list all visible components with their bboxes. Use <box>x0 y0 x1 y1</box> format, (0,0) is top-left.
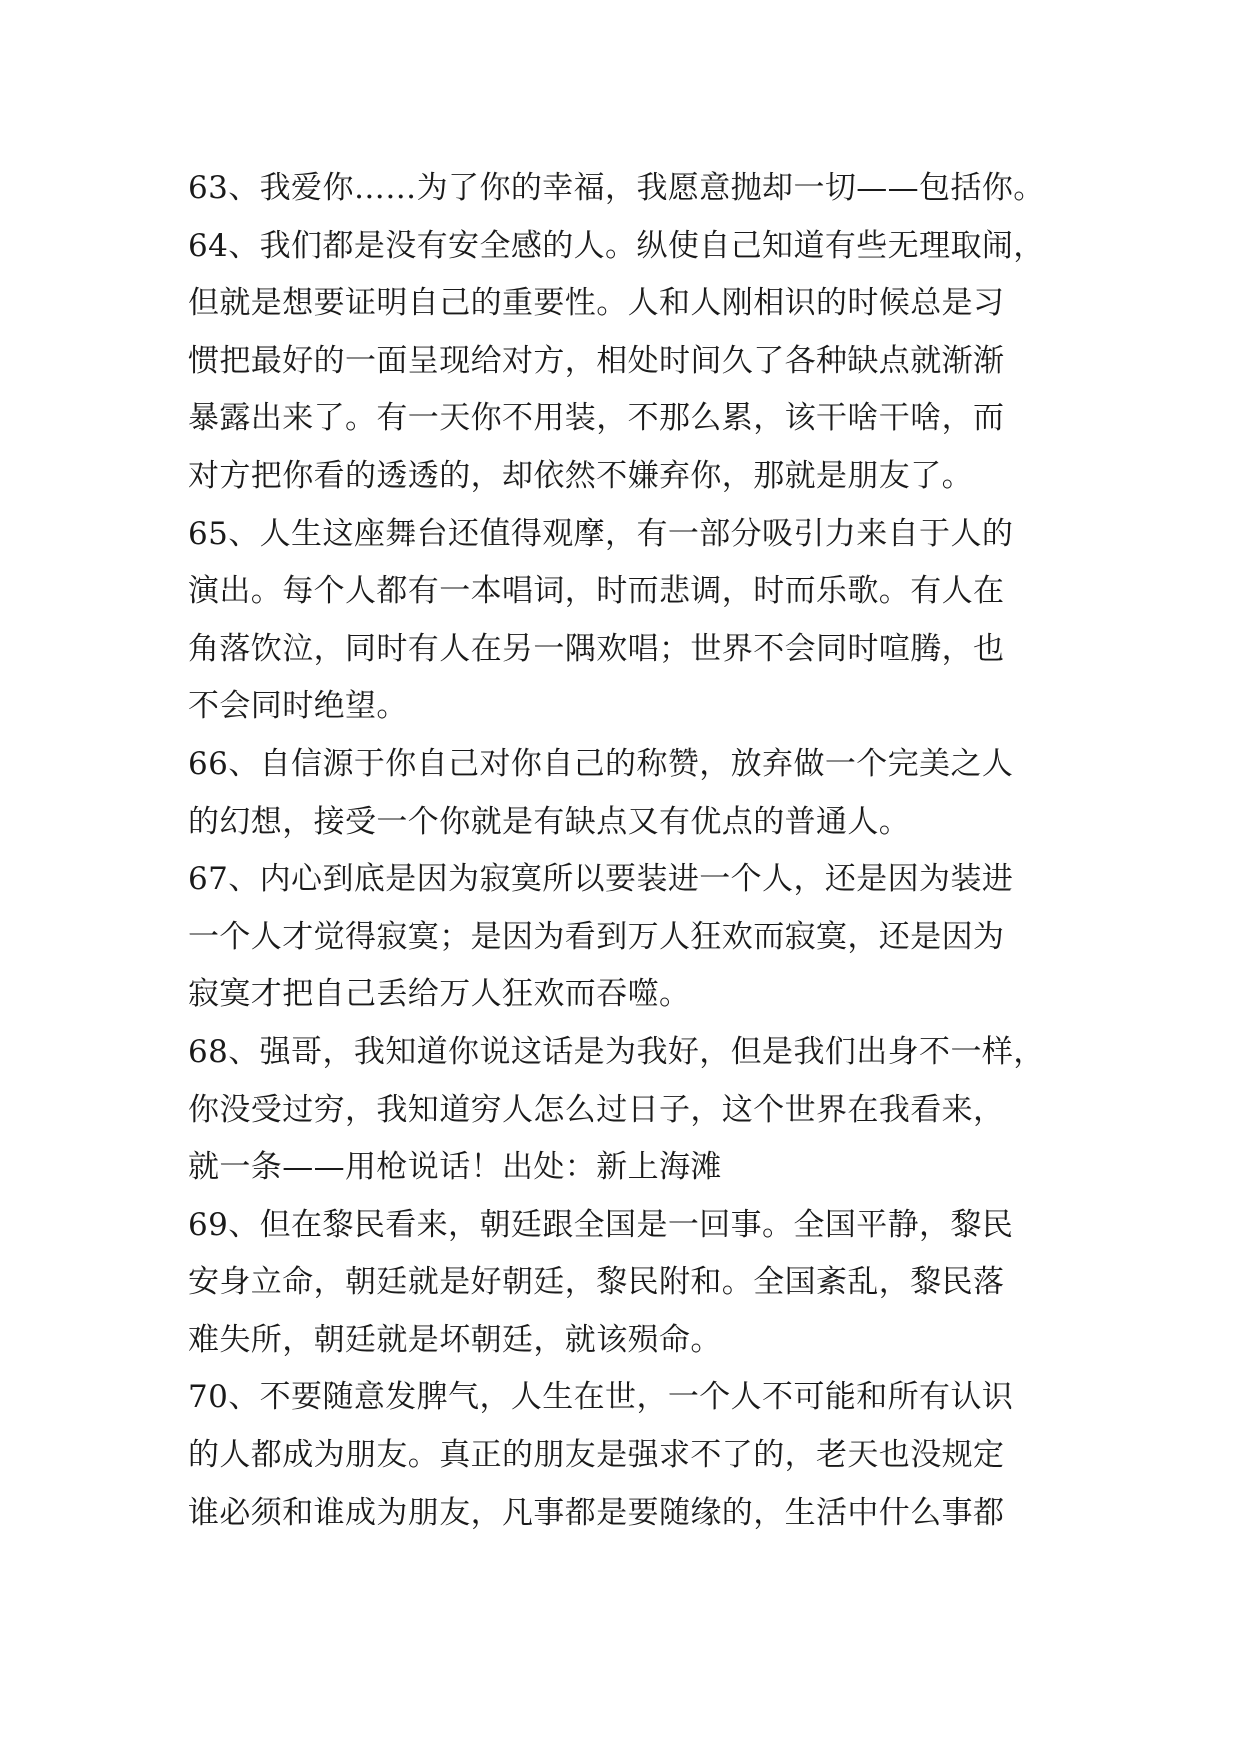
text-line: 的人都成为朋友。真正的朋友是强求不了的，老天也没规定 <box>188 1437 1005 1474</box>
text-line: 不会同时绝望。 <box>188 688 408 725</box>
text-line: 难失所，朝廷就是坏朝廷，就该殒命。 <box>188 1321 722 1358</box>
text-line: 演出。每个人都有一本唱词，时而悲调，时而乐歌。有人在 <box>188 573 1005 610</box>
text-line: 67、内心到底是因为寂寞所以要装进一个人，还是因为装进 <box>188 861 1014 898</box>
text-line: 角落饮泣，同时有人在另一隅欢唱；世界不会同时喧腾，也 <box>188 630 1005 667</box>
text-line: 一个人才觉得寂寞；是因为看到万人狂欢而寂寞，还是因为 <box>188 918 1005 955</box>
text-line: 63、我爱你……为了你的幸福，我愿意抛却一切——包括你。 <box>188 170 1045 206</box>
text-line: 谁必须和谁成为朋友，凡事都是要随缘的，生活中什么事都 <box>188 1494 1005 1531</box>
text-line: 寂寞才把自己丢给万人狂欢而吞噬。 <box>188 976 691 1013</box>
text-line: 就一条——用枪说话！出处：新上海滩 <box>188 1149 722 1186</box>
text-line: 的幻想，接受一个你就是有缺点又有优点的普通人。 <box>188 803 911 840</box>
text-line: 64、我们都是没有安全感的人。纵使自己知道有些无理取闹， <box>188 227 1045 264</box>
text-line: 65、人生这座舞台还值得观摩，有一部分吸引力来自于人的 <box>188 515 1014 552</box>
text-line: 69、但在黎民看来，朝廷跟全国是一回事。全国平静，黎民 <box>188 1206 1014 1243</box>
text-line: 对方把你看的透透的，却依然不嫌弃你，那就是朋友了。 <box>188 457 973 494</box>
text-line: 68、强哥，我知道你说这话是为我好，但是我们出身不一样， <box>188 1033 1045 1070</box>
text-line: 70、不要随意发脾气，人生在世，一个人不可能和所有认识 <box>188 1379 1014 1416</box>
text-line: 你没受过穷，我知道穷人怎么过日子，这个世界在我看来， <box>188 1091 1005 1128</box>
text-line: 安身立命，朝廷就是好朝廷，黎民附和。全国紊乱，黎民落 <box>188 1264 1005 1301</box>
document-body <box>188 160 1058 1542</box>
text-line: 惯把最好的一面呈现给对方，相处时间久了各种缺点就渐渐 <box>188 342 1005 379</box>
text-line: 66、自信源于你自己对你自己的称赞，放弃做一个完美之人 <box>188 745 1014 782</box>
text-line: 但就是想要证明自己的重要性。人和人刚相识的时候总是习 <box>188 285 1005 322</box>
text-line: 暴露出来了。有一天你不用装，不那么累，该干啥干啥，而 <box>188 400 1005 437</box>
